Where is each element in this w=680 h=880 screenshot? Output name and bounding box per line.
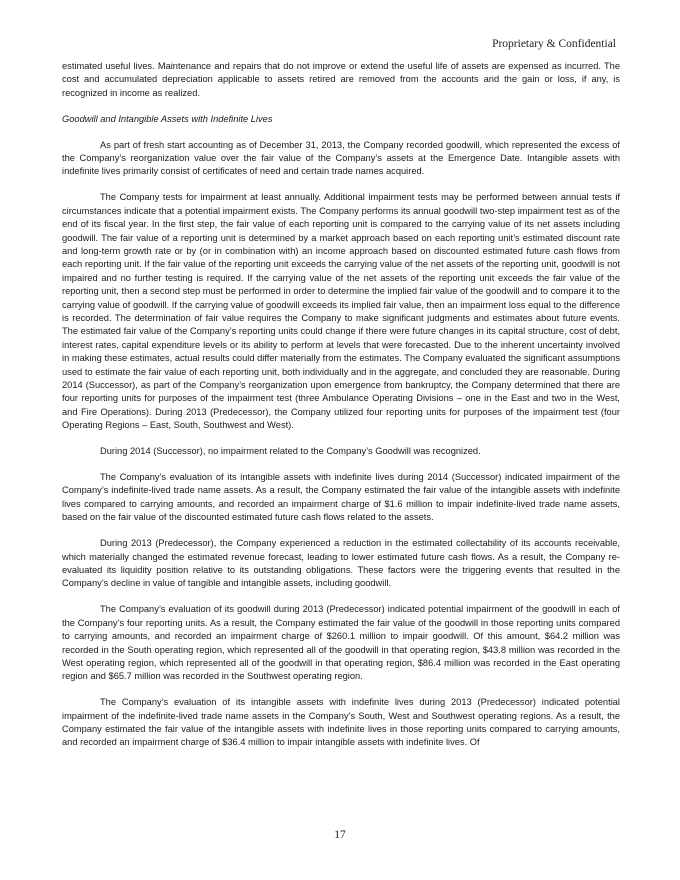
section-heading-goodwill: Goodwill and Intangible Assets with Indefinite Lives: [62, 113, 273, 124]
paragraph-impairment-test: The Company tests for impairment at least annually. Additional impairment tests may be performed between annual tests if circumstances indicate that a potential impairment exists. The Company performs its annual goodwill two-step impairment test as of the end of its fiscal year. In the first step, the fair value of each reporting unit is compared to the carrying value of its net assets including goodwill. The fair value of a reporting unit is determined by a market approach based on each reporting unit’s estimated discount rate and long-term growth rate or by (or in combination with) an income approach based on discounted estimated future cash flows from each reporting unit. If the fair value of the reporting unit exceeds the carrying value of the net assets of the reporting unit, goodwill is not impaired and no further testing is required. If the carrying value of the net assets of the reporting unit exceeds the fair value of the reporting unit, then a second step must be performed in order to determine the implied fair value of the goodwill and to compare it to the carrying value of goodwill. If the carrying value of goodwill exceeds its implied fair value, then an impairment loss equal to the difference is recorded. The determination of fair value requires the Company to make significant judgments and estimates about future events. The estimated fair value of the Company’s reporting units could change if there were future changes in its capital structure, cost of debt, interest rates, capital expenditure levels or its ability to perform at levels that were forecasted. Due to the inherent uncertainty involved in making these estimates, actual results could differ materially from the estimates. The Company evaluated the significant assumptions used to estimate the fair value of each reporting unit, both individually and in the aggregate, and concluded they are reasonable. During 2014 (Successor), as part of the Company’s reorganization upon emergence from bankruptcy, the Company determined that there are four reporting units for purposes of the impairment test (three Ambulance Operating Divisions – one in the East and two in the West, and Fire Operations). During 2013 (Predecessor), the Company utilized four reporting units for purposes of the impairment test (four Operating Regions – East, South, Southwest and West).: [62, 192, 620, 431]
page-body: [62, 60, 620, 762]
page-number: 17: [334, 829, 346, 841]
paragraph-fresh-start: As part of fresh start accounting as of December 31, 2013, the Company recorded goodwill, which represented the excess of the Company’s reorganization value over the fair value of the Company’s assets at the Emergence Date. Intangible assets with indefinite lives primarily consist of certificates of need and certain trade names acquired.: [62, 139, 620, 177]
paragraph-useful-lives: estimated useful lives. Maintenance and repairs that do not improve or extend the useful life of assets are expensed as incurred. The cost and accumulated depreciation applicable to assets retired are removed from the accounts and the gain or loss, if any, is recognized in income as realized.: [62, 61, 620, 98]
paragraph-2013-goodwill: The Company’s evaluation of its goodwill during 2013 (Predecessor) indicated potential impairment of the goodwill in each of the Company’s four reporting units. As a result, the Company estimated the fair value of the goodwill in those reporting units compared to carrying amounts, and recorded an impairment charge of $260.1 million to impair goodwill. Of this amount, $64.2 million was recorded in the South operating region, which represented all of the goodwill in that operating region, $43.8 million was recorded in the West operating region, which represented all of the goodwill in that operating region, $86.4 million was recorded in the East operating region and $65.7 million was recorded in the Southwest operating region.: [62, 604, 620, 682]
confidentiality-header: Proprietary & Confidential: [492, 38, 616, 50]
paragraph-2013-collectability: During 2013 (Predecessor), the Company experienced a reduction in the estimated collectability of its accounts receivable, which materially changed the estimated revenue forecast, leading to lower estimated future cash flows. As a result, the Company re-evaluated its liquidity position relative to its outstanding obligations. These factors were the triggering events that resulted in the Company’s decline in value of tangible and intangible assets, including goodwill.: [62, 538, 620, 589]
paragraph-2013-intangibles: The Company’s evaluation of its intangible assets with indefinite lives during 2013 (Predecessor) indicated potential impairment of the indefinite-lived trade name assets in the Company’s South, West and Southwest operating regions. As a result, the Company estimated the fair value of the intangible assets with indefinite lives in those reporting units compared to carrying amounts, and recorded an impairment charge of $36.4 million to impair intangible assets with indefinite lives. Of: [62, 697, 620, 748]
paragraph-2014-goodwill: During 2014 (Successor), no impairment related to the Company’s Goodwill was recognized.: [100, 446, 481, 457]
paragraph-2014-intangibles: The Company’s evaluation of its intangible assets with indefinite lives during 2014 (Successor) indicated impairment of the Company’s indefinite-lived trade name assets. As a result, the Company estimated the fair value of the intangible assets with indefinite lives compared to carrying amounts, and recorded an impairment charge of $1.6 million to impair indefinite-lived trade name assets, based on the fair value of the discounted estimated future cash flows related to the assets.: [62, 472, 620, 523]
